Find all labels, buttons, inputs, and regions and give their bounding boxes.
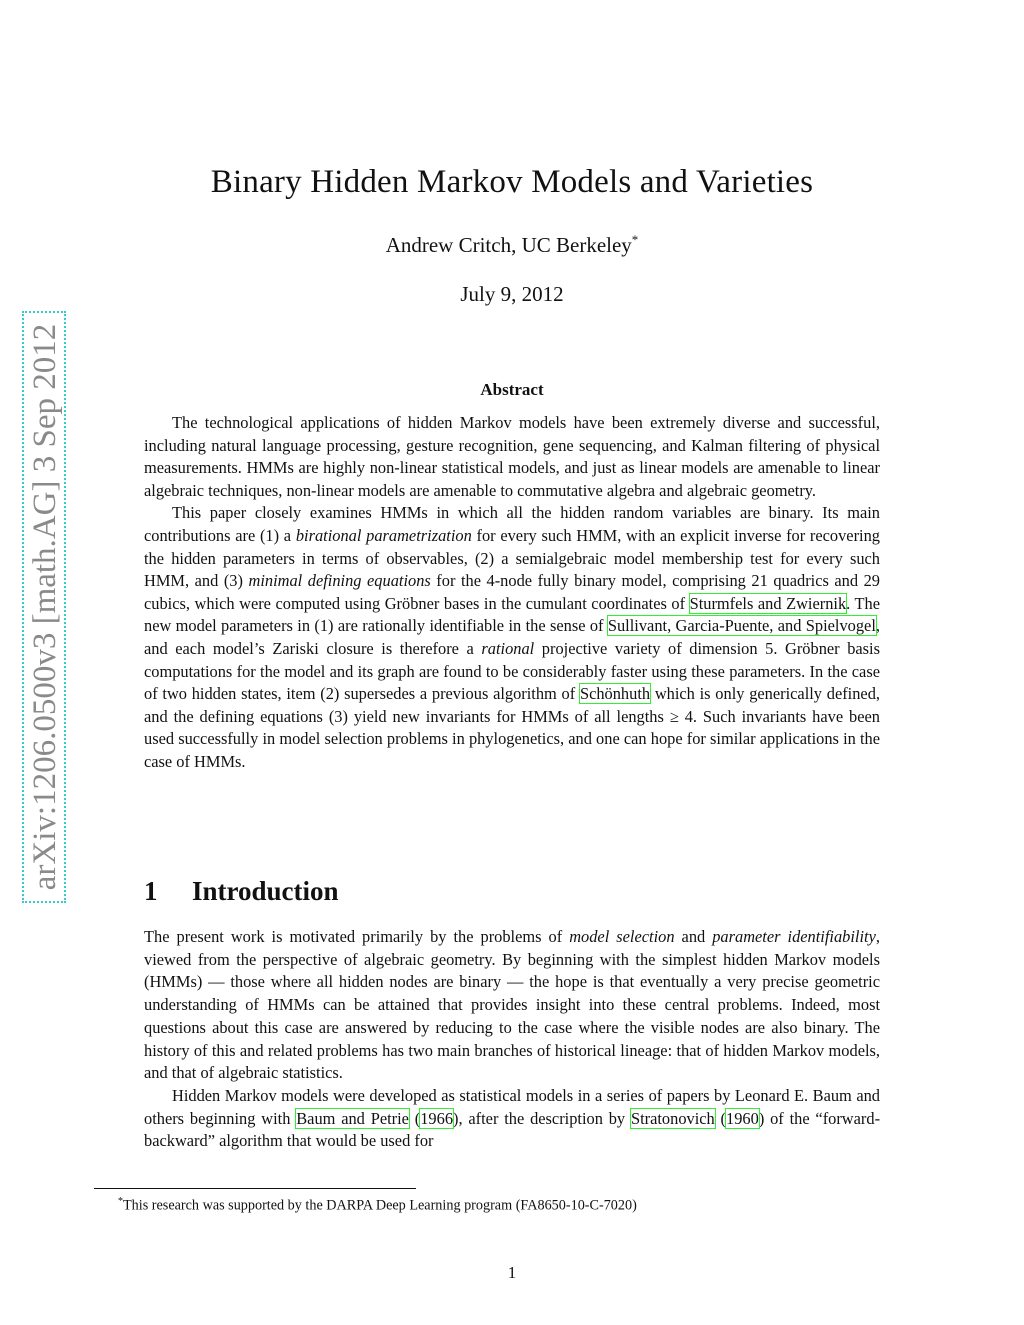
abstract-body [144,412,880,774]
citation-link-sullivant-garcia-puente-spielvogel[interactable]: Sullivant, Garcia-Puente, and Spielvogel [607,616,876,636]
intro-text: ( [714,1108,727,1128]
abstract-text: which is only generically defined, and the defining equations (3) yield new invariants for HMMs of all lengths ≥ 4. Such invariants have been used successfully in model selection problems in phylogenetics, and one can hope for similar applications in the case of HMMs. [144,684,880,771]
intro-paragraph-2 [144,1085,880,1153]
citation-link-year-1966[interactable]: 1966 [420,1108,454,1128]
abstract-text: , and each model’s Zariski closure is therefore a [144,616,880,658]
author-line [0,232,1024,258]
abstract-text: for the 4-node fully binary model, comprising 21 quadrics and 29 cubics, which were computed using Gröbner bases in the cumulant coordinates of [144,571,880,613]
footnote-text: This research was supported by the DARPA Deep Learning program (FA8650-10-C-7020) [123,1197,637,1214]
section-title: Introduction [192,876,339,906]
page-number: 1 [507,1263,517,1282]
abstract-paragraph-2 [144,502,880,773]
emphasis-rational: rational [481,638,535,658]
abstract-paragraph-1: The technological applications of hidden Markov models have been extremely diverse and successful, including natural language processing, gesture recognition, gene sequencing, and Kalman filtering of physical measurements. HMMs are highly non-linear statistical models, and just as linear models are amenable to linear algebraic techniques, non-linear models are amenable to commutative algebra and algebraic geometry. [144,413,880,500]
citation-link-sturmfels-zwiernik[interactable]: Sturmfels and Zwiernik [689,593,847,613]
author-footnote-mark: * [631,232,639,247]
emphasis-birational-parametrization: birational parametrization [295,525,472,545]
abstract-text: for every such HMM, with an explicit inverse for recovering the hidden parameters in terms of observables, (2) a semialgebraic model membership test for every such HMM, and (3) [144,525,880,591]
footnote [118,1192,637,1216]
footnote-mark: * [118,1196,123,1207]
paper-date: July 9, 2012 [460,282,564,306]
abstract-text: projective variety of dimension 5. Gröbner basis computations for the model and its graph are found to be considerably faster using these parameters. In the case of two hidden states, item (2) supersedes a previous algorithm of [144,638,880,704]
intro-text: ( [408,1108,421,1128]
intro-paragraph-1 [144,926,880,1085]
intro-text: , viewed from the perspective of algebraic geometry. By beginning with the simplest hidden Markov models (HMMs) — those where all hidden nodes are binary — the hope is that eventually a very precise geometric understanding of HMMs can be attained that provides insight into these central problems. Indeed, most questions about this case are answered by reducing to the case where the visible nodes are also binary. The history of this and related problems has two main branches of historical lineage: that of hidden Markov models, and that of algebraic statistics. [144,927,880,1083]
author-name: Andrew Critch, UC Berkeley [385,233,632,257]
citation-link-baum-petrie[interactable]: Baum and Petrie [296,1108,409,1128]
citation-link-stratonovich[interactable]: Stratonovich [630,1108,715,1128]
arxiv-identifier-stamp: arXiv:1206.0500v3 [math.AG] 3 Sep 2012 [22,311,66,903]
intro-text: Hidden Markov models were developed as statistical models in a series of papers by Leonard E. Baum and others beginning with [144,1085,880,1128]
abstract-text: This paper closely examines HMMs in which all the hidden random variables are binary. Its main contributions are (1) a [144,503,880,545]
introduction-body [144,926,880,1153]
abstract-heading: Abstract [480,380,544,399]
intro-text: The present work is motivated primarily by the problems of [144,927,570,946]
citation-link-schonhuth[interactable]: Schönhuth [579,684,651,704]
abstract-text: . The new model parameters in (1) are rationally identifiable in the sense of [144,593,880,636]
footnote-divider [94,1188,416,1189]
section-heading-introduction [144,876,339,907]
emphasis-model-selection: model selection [569,927,675,946]
intro-text: ), after the description by [453,1108,631,1128]
intro-text: and [674,927,713,946]
emphasis-minimal-defining-equations: minimal defining equations [248,571,431,591]
paper-title: Binary Hidden Markov Models and Varieties [210,164,814,200]
section-number: 1 [144,876,158,906]
citation-link-year-1960[interactable]: 1960 [726,1108,759,1128]
intro-text: ) of the “forward-backward” algorithm that would be used for [144,1108,881,1151]
emphasis-parameter-identifiability: parameter identifiability [712,927,876,946]
